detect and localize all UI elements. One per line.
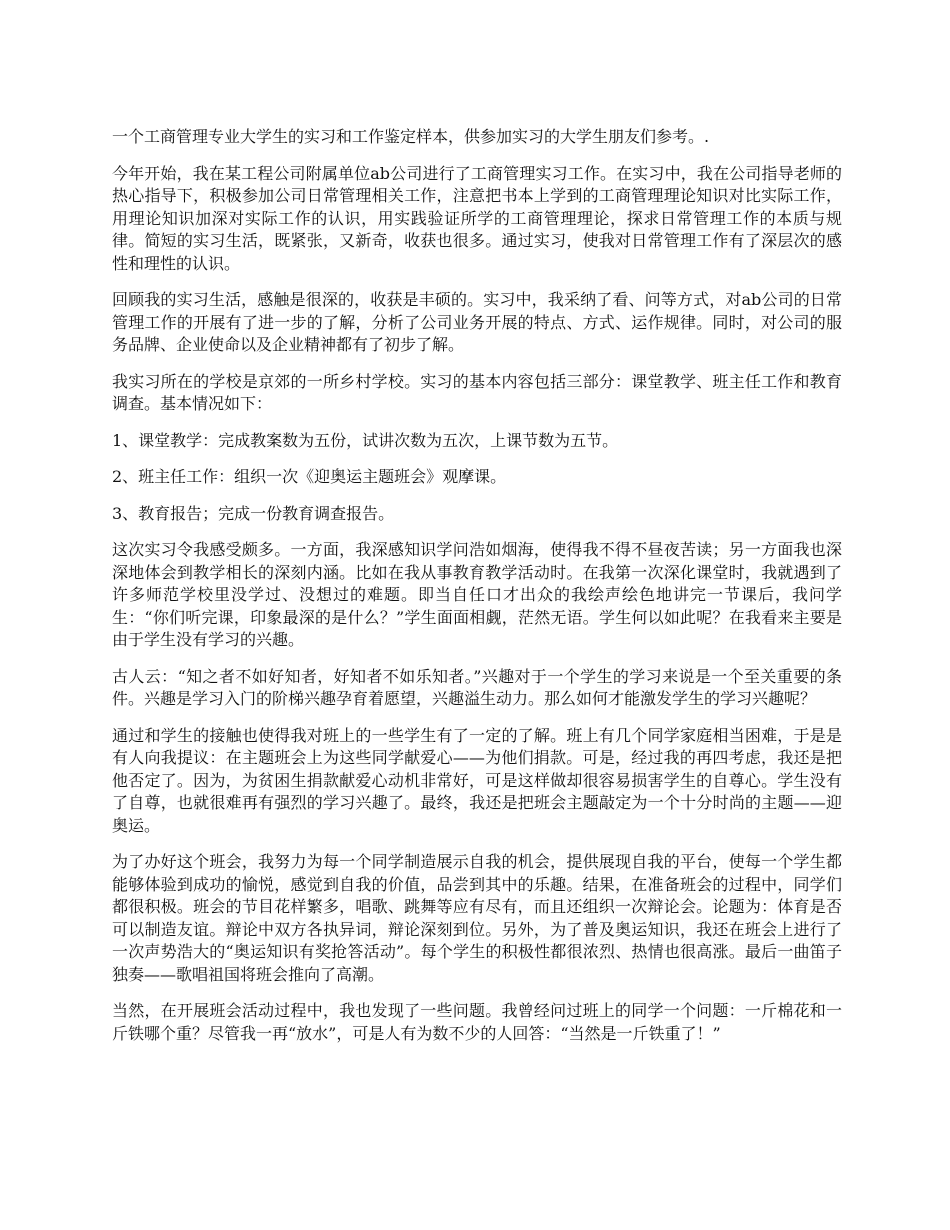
paragraph-school: 我实习所在的学校是京郊的一所乡村学校。实习的基本内容包括三部分：课堂教学、班主任工作和教育调查。基本情况如下： [112,371,842,413]
paragraph-intro: 一个工商管理专业大学生的实习和工作鉴定样本，供参加实习的大学生朋友们参考。. [112,127,710,146]
document-page [112,126,842,1059]
paragraph-interest: 古人云：“知之者不如好知者，好知者不如乐知者。”兴趣对于一个学生的学习来说是一个至关重要的条件。兴趣是学习入门的阶梯兴趣孕育着愿望，兴趣溢生动力。那么如何才能激发学生的学习兴趣呢？ [112,666,842,708]
list-item-report: 3、教育报告；完成一份教育调查报告。 [112,503,395,523]
list-item-teaching: 1、课堂教学：完成教案数为五份，试讲次数为五次，上课节数为五节。 [112,430,619,450]
paragraph-class-meeting: 为了办好这个班会，我努力为每一个同学制造展示自我的机会，提供展现自我的平台，使每一个学生都能够体验到成功的愉悦，感觉到自我的价值，品尝到其中的乐趣。结果，在准备班会的过程中，同学们都很积极。班会的节目花样繁多，唱歌、跳舞等应有尽有，而且还组织一次辩论会。论题为：体育是否可以制造友谊。辩论中双方各执异词，辩论深刻到位。另外，为了普及奥运知识，我还在班会上进行了一次声势浩大的“奥运知识有奖抢答活动”。每个学生的积极性都很浓烈、热情也很高涨。最后一曲笛子独奏——歌唱祖国将班会推向了高潮。 [112,852,842,984]
paragraph-review: 回顾我的实习生活，感触是很深的，收获是丰硕的。实习中，我采纳了看、问等方式，对ab公司的日常管理工作的开展有了进一步的了解，分析了公司业务开展的特点、方式、运作规律。同时，对公司的服务品牌、企业使命以及企业精神都有了初步了解。 [112,290,842,354]
paragraph-students: 通过和学生的接触也使得我对班上的一些学生有了一定的了解。班上有几个同学家庭相当困难，于是是有人向我提议：在主题班会上为这些同学献爱心——为他们捐款。可是，经过我的再四考虑，我还是把他否定了。因为，为贫困生捐款献爱心动机非常好，可是这样做却很容易损害学生的自尊心。学生没有了自尊，也就很难再有强烈的学习兴趣了。最终，我还是把班会主题敲定为一个十分时尚的主题——迎奥运。 [112,725,842,835]
paragraph-problems: 当然，在开展班会活动过程中，我也发现了一些问题。我曾经问过班上的同学一个问题：一斤棉花和一斤铁哪个重？尽管我一再“放水”，可是人有为数不少的人回答：“当然是一斤铁重了！” [112,1001,842,1043]
list-item-class-teacher: 2、班主任工作：组织一次《迎奥运主题班会》观摩课。 [112,467,507,486]
paragraph-experience: 这次实习令我感受颇多。一方面，我深感知识学问浩如烟海，使得我不得不昼夜苦读；另一方面我也深深地体会到教学相长的深刻内涵。比如在我从事教育教学活动时。在我第一次深化课堂时，我就遇到了许多师范学校里没学过、没想过的难题。即当自任口才出众的我绘声绘色地讲完一节课后，我问学生：“你们听完课，印象最深的是什么？”学生面面相觑，茫然无语。学生何以如此呢？在我看来主要是由于学生没有学习的兴趣。 [112,540,842,649]
paragraph-internship-start: 今年开始，我在某工程公司附属单位ab公司进行了工商管理实习工作。在实习中，我在公司指导老师的热心指导下，积极参加公司日常管理相关工作，注意把书本上学到的工商管理理论知识对比实际工作，用理论知识加深对实际工作的认识，用实践验证所学的工商管理理论，探求日常管理工作的本质与规律。简短的实习生活，既紧张，又新奇，收获也很多。通过实习，使我对日常管理工作有了深层次的感性和理性的认识。 [112,163,842,273]
